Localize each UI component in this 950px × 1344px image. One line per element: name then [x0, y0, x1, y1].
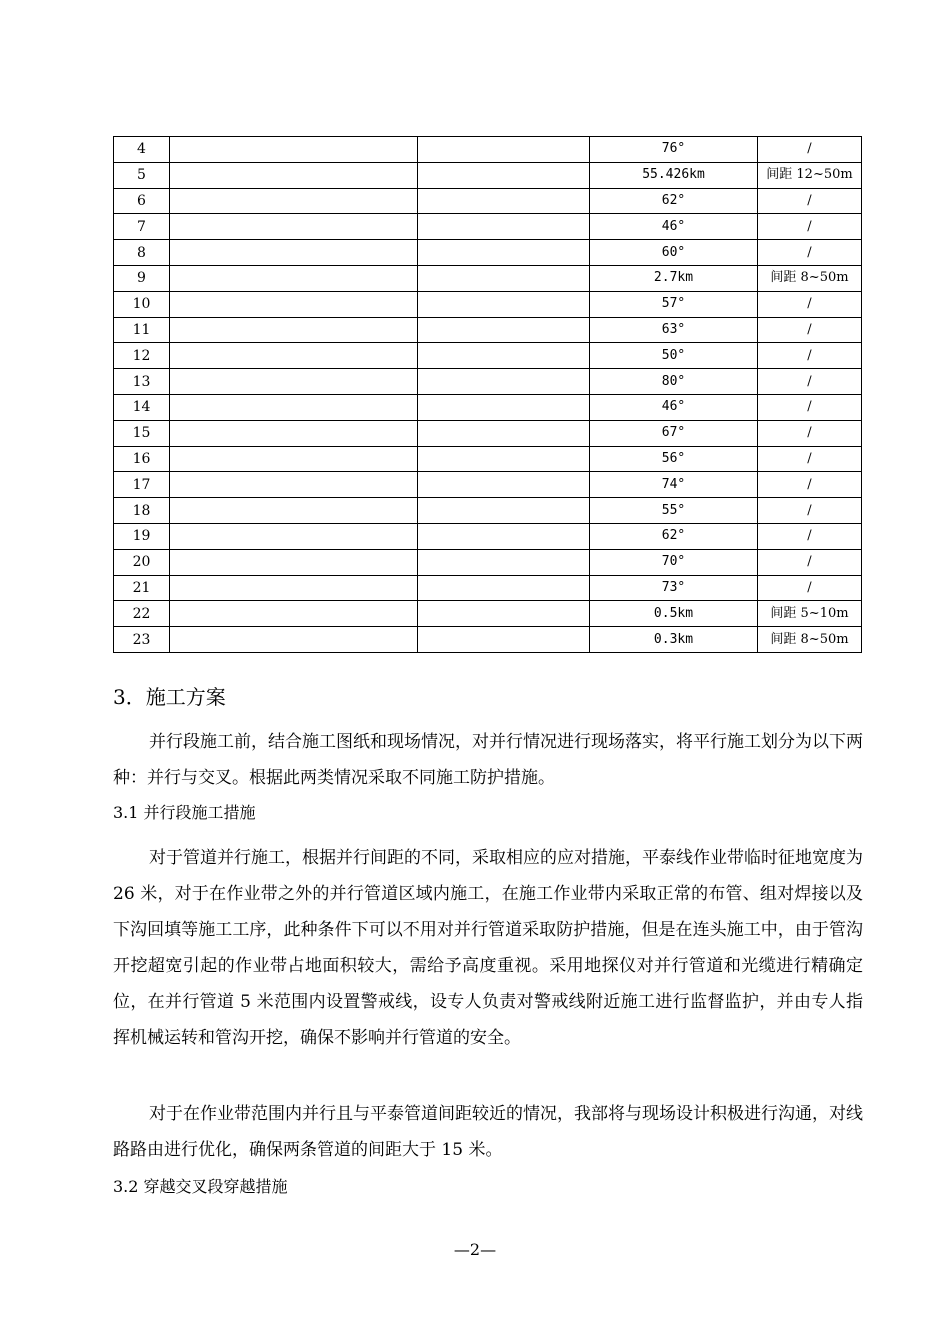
row-number-cell: 12	[114, 343, 170, 369]
subsection-heading-3-2: 3.2 穿越交叉段穿越措施	[113, 1177, 288, 1196]
location-cell	[418, 188, 590, 214]
table-row	[114, 162, 862, 188]
location-cell	[418, 343, 590, 369]
value-cell: 56°	[590, 446, 758, 472]
name-cell	[170, 549, 418, 575]
value-cell: 50°	[590, 343, 758, 369]
table-row	[114, 472, 862, 498]
note-cell: /	[758, 446, 862, 472]
note-cell: /	[758, 369, 862, 395]
row-number-cell: 5	[114, 162, 170, 188]
location-cell	[418, 162, 590, 188]
table-row	[114, 317, 862, 343]
value-cell: 0.5km	[590, 601, 758, 627]
name-cell	[170, 601, 418, 627]
table-row	[114, 265, 862, 291]
table-body	[114, 137, 862, 653]
note-cell: /	[758, 214, 862, 240]
name-cell	[170, 446, 418, 472]
name-cell	[170, 575, 418, 601]
location-cell	[418, 446, 590, 472]
value-cell: 73°	[590, 575, 758, 601]
location-cell	[418, 214, 590, 240]
parallel-text-1: 对于管道并行施工，根据并行间距的不同，采取相应的应对措施，平泰线作业带临时征地宽度为 26 米，对于在作业带之外的并行管道区域内施工，在施工作业带内采取正常的布管、组对焊接以及下沟回填等施工工序，此种条件下可以不用对并行管道采取防护措施，但是在连头施工中，由于管沟开挖超宽引起的作业带占地面积较大，需给予高度重视。采用地探仪对并行管道和光缆进行精确定位，在并行管道 5 米范围内设置警戒线，设专人负责对警戒线附近施工进行监督监护，并由专人指挥机械运转和管沟开挖，确保不影响并行管道的安全。	[113, 848, 863, 1048]
row-number-cell: 9	[114, 265, 170, 291]
location-cell	[418, 549, 590, 575]
note-cell: /	[758, 317, 862, 343]
name-cell	[170, 265, 418, 291]
row-number-cell: 20	[114, 549, 170, 575]
value-cell: 63°	[590, 317, 758, 343]
location-cell	[418, 601, 590, 627]
note-cell: /	[758, 498, 862, 524]
name-cell	[170, 420, 418, 446]
note-cell: /	[758, 575, 862, 601]
row-number-cell: 23	[114, 627, 170, 653]
table-row	[114, 601, 862, 627]
name-cell	[170, 162, 418, 188]
value-cell: 62°	[590, 188, 758, 214]
note-cell: /	[758, 472, 862, 498]
intro-paragraph	[113, 724, 863, 796]
name-cell	[170, 394, 418, 420]
location-cell	[418, 265, 590, 291]
row-number-cell: 17	[114, 472, 170, 498]
table-row	[114, 549, 862, 575]
table-row	[114, 188, 862, 214]
table-row	[114, 498, 862, 524]
row-number-cell: 13	[114, 369, 170, 395]
section-heading: 3．施工方案	[113, 685, 226, 709]
note-cell: /	[758, 137, 862, 163]
location-cell	[418, 420, 590, 446]
note-cell: /	[758, 291, 862, 317]
table-row	[114, 369, 862, 395]
name-cell	[170, 472, 418, 498]
subsection-heading-3-1: 3.1 并行段施工措施	[113, 803, 256, 822]
note-cell: 间距 8~50m	[758, 627, 862, 653]
value-cell: 46°	[590, 214, 758, 240]
location-cell	[418, 317, 590, 343]
value-cell: 57°	[590, 291, 758, 317]
name-cell	[170, 369, 418, 395]
note-cell: 间距 12~50m	[758, 162, 862, 188]
note-cell: 间距 8~50m	[758, 265, 862, 291]
location-cell	[418, 627, 590, 653]
table-row	[114, 446, 862, 472]
row-number-cell: 21	[114, 575, 170, 601]
row-number-cell: 7	[114, 214, 170, 240]
row-number-cell: 14	[114, 394, 170, 420]
note-cell: /	[758, 523, 862, 549]
value-cell: 55°	[590, 498, 758, 524]
table-row	[114, 240, 862, 266]
parallel-paragraph-2	[113, 1096, 863, 1168]
location-cell	[418, 523, 590, 549]
table-row	[114, 137, 862, 163]
value-cell: 46°	[590, 394, 758, 420]
name-cell	[170, 137, 418, 163]
row-number-cell: 8	[114, 240, 170, 266]
location-cell	[418, 137, 590, 163]
table-row	[114, 291, 862, 317]
note-cell: /	[758, 343, 862, 369]
page-number: —2—	[453, 1240, 497, 1259]
name-cell	[170, 214, 418, 240]
note-cell: /	[758, 240, 862, 266]
location-cell	[418, 394, 590, 420]
row-number-cell: 4	[114, 137, 170, 163]
value-cell: 60°	[590, 240, 758, 266]
note-cell: /	[758, 549, 862, 575]
value-cell: 0.3km	[590, 627, 758, 653]
row-number-cell: 19	[114, 523, 170, 549]
intro-text: 并行段施工前，结合施工图纸和现场情况，对并行情况进行现场落实，将平行施工划分为以下两种：并行与交叉。根据此两类情况采取不同施工防护措施。	[113, 732, 863, 788]
value-cell: 70°	[590, 549, 758, 575]
value-cell: 80°	[590, 369, 758, 395]
table-row	[114, 627, 862, 653]
row-number-cell: 16	[114, 446, 170, 472]
location-cell	[418, 472, 590, 498]
parallel-paragraph-1	[113, 840, 863, 1056]
note-cell: 间距 5~10m	[758, 601, 862, 627]
note-cell: /	[758, 188, 862, 214]
name-cell	[170, 523, 418, 549]
name-cell	[170, 317, 418, 343]
location-cell	[418, 575, 590, 601]
name-cell	[170, 188, 418, 214]
location-cell	[418, 498, 590, 524]
row-number-cell: 15	[114, 420, 170, 446]
row-number-cell: 11	[114, 317, 170, 343]
name-cell	[170, 343, 418, 369]
location-cell	[418, 291, 590, 317]
location-cell	[418, 369, 590, 395]
row-number-cell: 22	[114, 601, 170, 627]
name-cell	[170, 498, 418, 524]
name-cell	[170, 627, 418, 653]
name-cell	[170, 240, 418, 266]
table-row	[114, 523, 862, 549]
note-cell: /	[758, 394, 862, 420]
location-cell	[418, 240, 590, 266]
row-number-cell: 10	[114, 291, 170, 317]
value-cell: 74°	[590, 472, 758, 498]
value-cell: 76°	[590, 137, 758, 163]
value-cell: 67°	[590, 420, 758, 446]
table-row	[114, 394, 862, 420]
value-cell: 2.7km	[590, 265, 758, 291]
note-cell: /	[758, 420, 862, 446]
crossing-table	[113, 136, 862, 653]
value-cell: 55.426km	[590, 162, 758, 188]
name-cell	[170, 291, 418, 317]
row-number-cell: 18	[114, 498, 170, 524]
row-number-cell: 6	[114, 188, 170, 214]
parallel-text-2: 对于在作业带范围内并行且与平泰管道间距较近的情况，我部将与现场设计积极进行沟通，对线路路由进行优化，确保两条管道的间距大于 15 米。	[113, 1104, 863, 1160]
table-row	[114, 575, 862, 601]
table-row	[114, 343, 862, 369]
table-row	[114, 420, 862, 446]
value-cell: 62°	[590, 523, 758, 549]
table-row	[114, 214, 862, 240]
